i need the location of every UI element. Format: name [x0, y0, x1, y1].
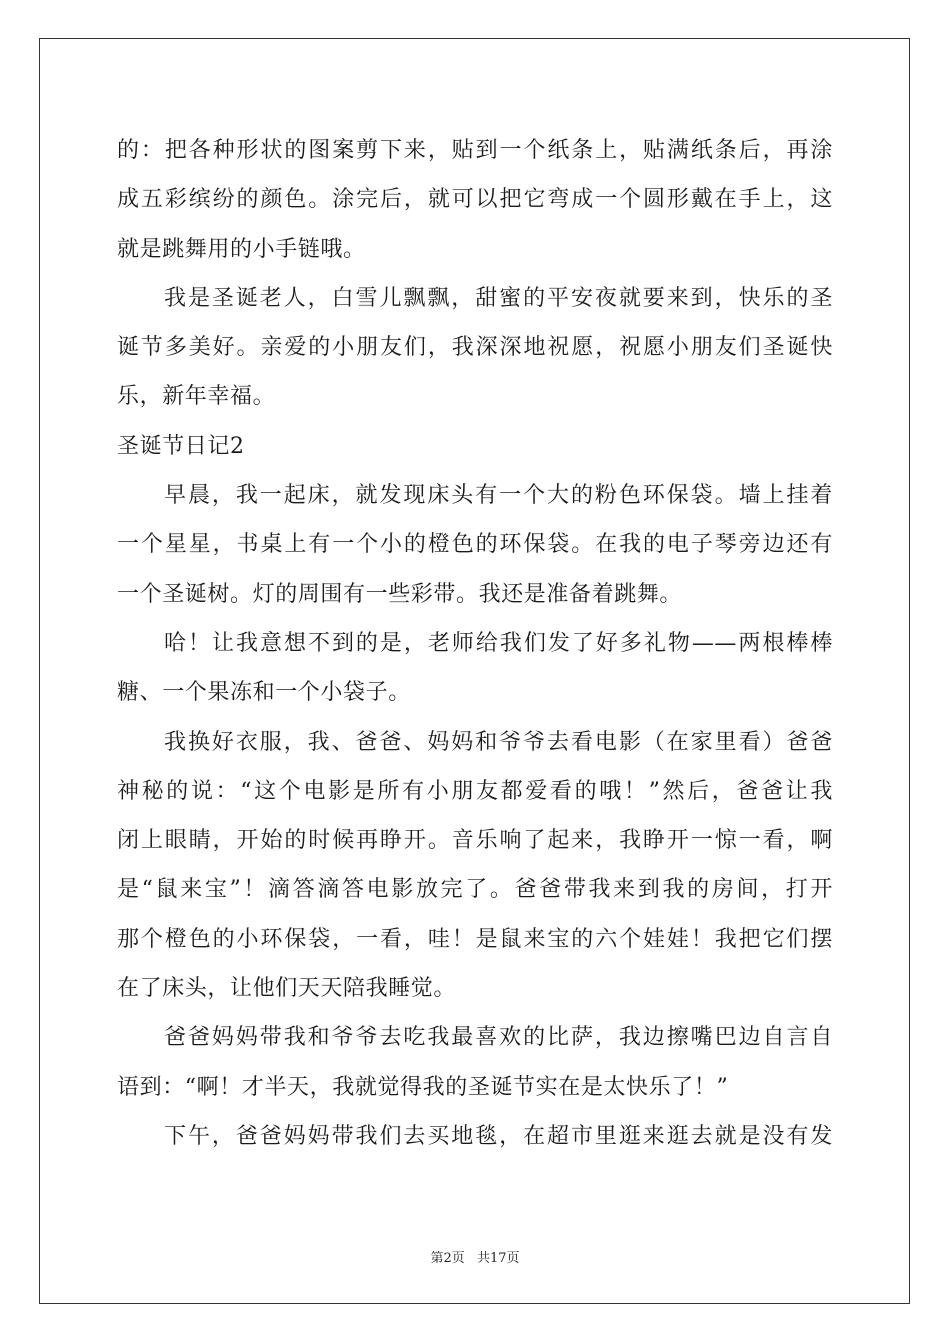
page-total: 共17页	[476, 1251, 520, 1266]
text-line: 在了床头，让他们天天陪我睡觉。	[117, 976, 457, 1002]
page-number: 第2页	[430, 1251, 465, 1266]
text-line: 早晨，我一起床，就发现床头有一个大的粉色环保袋。墙上挂着	[164, 483, 833, 509]
text-line: 一个圣诞树。灯的周围有一些彩带。我还是准备着跳舞。	[117, 581, 683, 607]
text-line: 闭上眼睛，开始的时候再睁开。音乐响了起来，我睁开一惊一看，啊	[117, 828, 833, 854]
text-line: 那个橙色的小环保袋，一看，哇！是鼠来宝的六个娃娃！我把它们摆	[117, 926, 833, 952]
text-line: 我换好衣服，我、爸爸、妈妈和爷爷去看电影（在家里看）爸爸	[164, 729, 833, 755]
text-line: 我是圣诞老人，白雪儿飘飘，甜蜜的平安夜就要来到，快乐的圣	[164, 285, 833, 311]
text-line: 语到：“啊！才半天，我就觉得我的圣诞节实在是太快乐了！”	[117, 1074, 729, 1100]
document-body	[117, 126, 833, 1161]
text-line: 糖、一个果冻和一个小袋子。	[117, 680, 411, 706]
section-heading: 圣诞节日记2	[117, 433, 245, 459]
page-footer	[0, 1247, 950, 1266]
text-line: 的：把各种形状的图案剪下来，贴到一个纸条上，贴满纸条后，再涂	[117, 138, 833, 163]
text-line: 一个星星，书桌上有一个小的橙色的环保袋。在我的电子琴旁边还有	[117, 532, 833, 558]
text-line: 哈！让我意想不到的是，老师给我们发了好多礼物——两根棒棒	[164, 630, 833, 656]
text-line: 是“鼠来宝”！滴答滴答电影放完了。爸爸带我来到我的房间，打开	[117, 877, 833, 903]
text-line: 就是跳舞用的小手链哦。	[117, 236, 366, 262]
text-line: 乐，新年幸福。	[117, 384, 276, 410]
text-line: 成五彩缤纷的颜色。涂完后，就可以把它弯成一个圆形戴在手上，这	[117, 187, 833, 213]
text-line: 爸爸妈妈带我和爷爷去吃我最喜欢的比萨，我边擦嘴巴边自言自	[164, 1025, 833, 1051]
text-line: 诞节多美好。亲爱的小朋友们，我深深地祝愿，祝愿小朋友们圣诞快	[117, 335, 833, 361]
text-line: 神秘的说：“这个电影是所有小朋友都爱看的哦！”然后，爸爸让我	[117, 778, 833, 804]
text-line: 下午，爸爸妈妈带我们去买地毯，在超市里逛来逛去就是没有发	[164, 1123, 833, 1149]
